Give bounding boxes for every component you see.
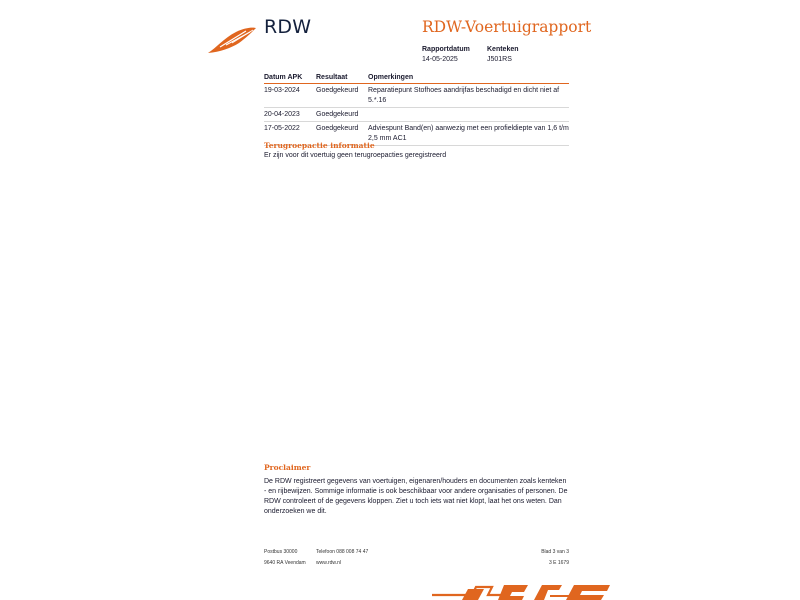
apk-date-cell: 20-04-2023 [264, 108, 316, 122]
plate-value: J501RS [487, 56, 512, 63]
apk-header-result: Resultaat [316, 74, 368, 84]
apk-date-cell: 17-05-2022 [264, 122, 316, 146]
footer-page-number: Blad 3 van 3 [541, 549, 569, 555]
report-title: RDW-Voertuigrapport [422, 18, 592, 36]
apk-table-header-row [264, 74, 569, 84]
table-row [264, 84, 569, 108]
apk-result-cell: Goedgekeurd [316, 122, 368, 146]
apk-result-cell: Goedgekeurd [316, 84, 368, 108]
rdw-logo-icon [206, 26, 258, 56]
recall-text: Er zijn voor dit voertuig geen terugroepacties geregistreerd [264, 152, 447, 159]
plate-label: Kenteken [487, 46, 519, 53]
apk-table [264, 74, 569, 146]
footer-phone: Telefoon 088 008 74 47 [316, 549, 369, 555]
report-date-value: 14-05-2025 [422, 56, 458, 63]
apk-result-cell: Goedgekeurd [316, 108, 368, 122]
proclaimer-heading: Proclaimer [264, 463, 311, 472]
footer-city: 9640 RA Veendam [264, 560, 306, 566]
apk-header-date: Datum APK [264, 74, 316, 84]
table-row [264, 108, 569, 122]
footer-website[interactable]: www.rdw.nl [316, 560, 342, 566]
apk-remarks-cell: Reparatiepunt Stofhoes aandrijfas beschadigd en dicht niet af 5.*.16 [368, 84, 569, 108]
logo-text: RDW [264, 16, 312, 38]
apk-header-remarks: Opmerkingen [368, 74, 569, 84]
rdw-stripe-graphic-icon [432, 583, 612, 600]
apk-date-cell: 19-03-2024 [264, 84, 316, 108]
recall-heading: Terugroepactie informatie [264, 141, 375, 150]
footer-code: 3 E 1679 [548, 560, 569, 566]
apk-remarks-cell [368, 108, 569, 122]
report-date-label: Rapportdatum [422, 46, 470, 53]
proclaimer-text: De RDW registreert gegevens van voertuigen, eigenaren/houders en documenten zoals kenteken - en rijbewijzen. Sommige informatie is ook beschikbaar voor andere organisaties of personen. De RDW controleert of de gegevens kloppen. Ziet u toch iets wat niet klopt, laat het ons weten. Dan onderzoeken we dit. [264, 478, 568, 515]
footer-postbus: Postbus 30000 [264, 549, 298, 555]
apk-remarks-cell: Adviespunt Band(en) aanwezig met een profieldiepte van 1,6 t/m 2,5 mm AC1 [368, 122, 569, 146]
